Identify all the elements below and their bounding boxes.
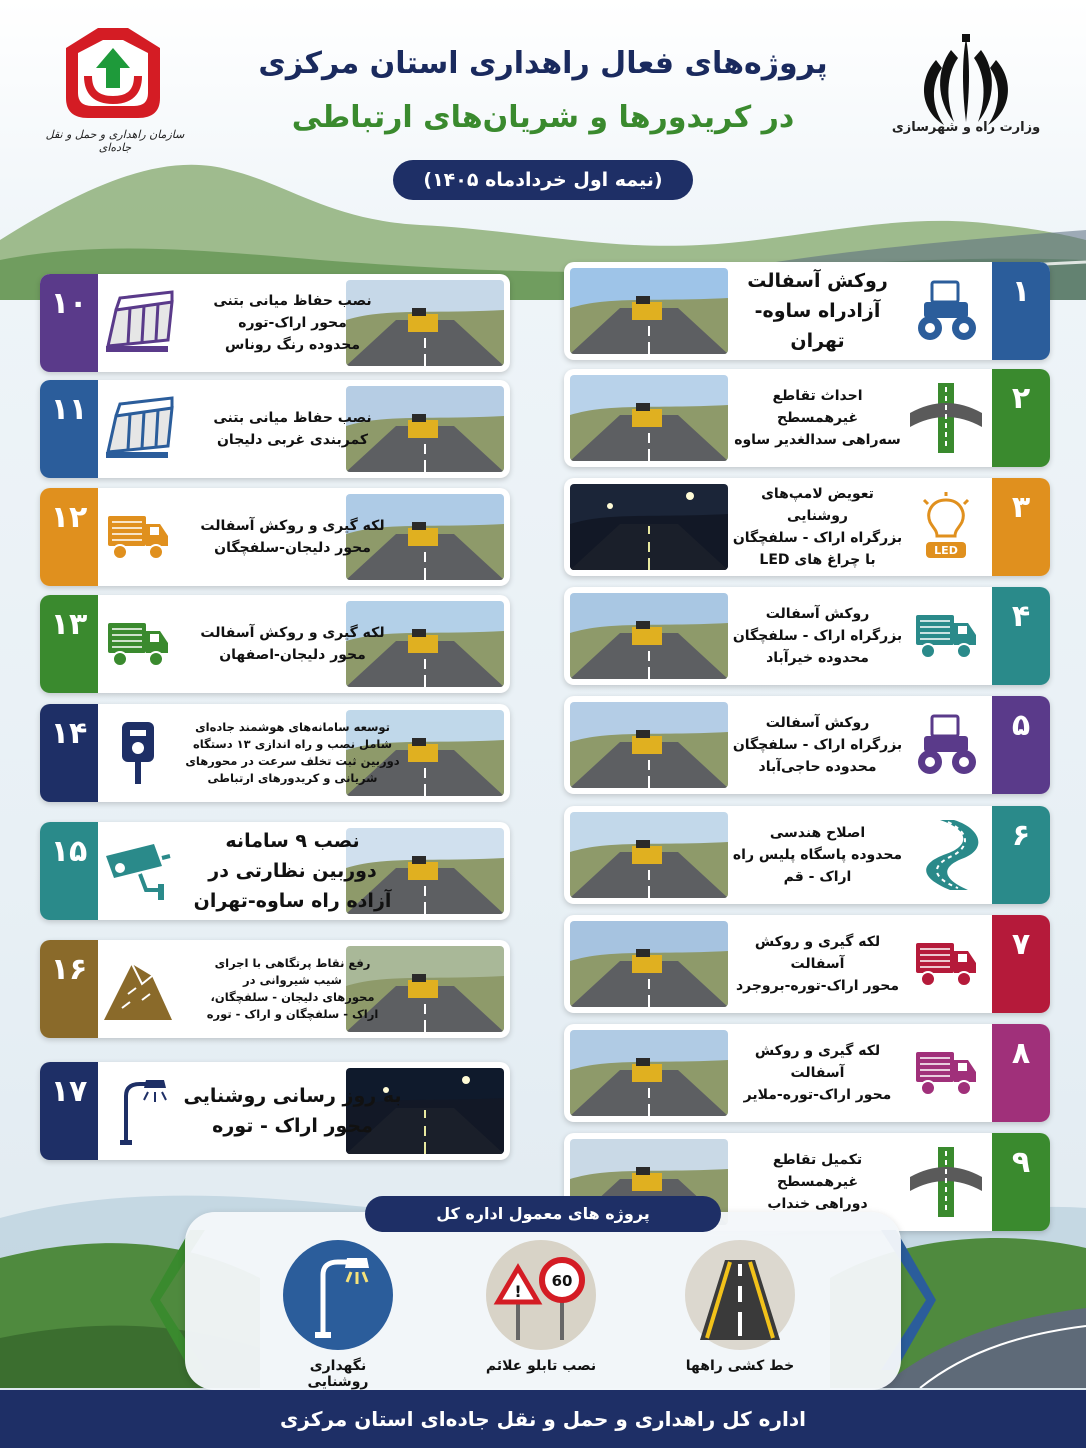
project-description-line: سه‌راهی سدالغدیر ساوه xyxy=(734,432,901,448)
project-description-line: بزرگراه اراک - سلفچگان xyxy=(732,530,903,546)
road-lines-icon xyxy=(685,1240,795,1350)
routine-projects-heading: پروژه های معمول اداره کل xyxy=(365,1196,721,1232)
street-lamp-icon xyxy=(102,1076,174,1146)
project-description-line: محدوده پاسگاه پلیس راه xyxy=(732,847,903,863)
project-description xyxy=(730,262,905,360)
speed-camera-icon xyxy=(102,718,174,788)
project-number: ۱۲ xyxy=(40,488,98,586)
project-description-line: محدوده حاجی‌آباد xyxy=(758,759,877,775)
project-description-line: محور اراک-توره xyxy=(238,315,347,331)
project-card xyxy=(40,274,510,372)
project-card xyxy=(40,380,510,478)
project-description xyxy=(180,822,405,920)
project-description-line: آزادراه ساوه-تهران xyxy=(754,300,881,352)
led-bulb-icon xyxy=(910,492,982,562)
project-number: ۱۴ xyxy=(40,704,98,802)
project-number: ۸ xyxy=(992,1024,1050,1122)
street-lamp-icon xyxy=(283,1240,393,1350)
project-card xyxy=(564,369,1050,467)
project-description xyxy=(180,488,405,586)
page-title: پروژه‌های فعال راهداری استان مرکزی xyxy=(258,46,828,81)
project-number: ۱ xyxy=(992,262,1050,360)
project-photo xyxy=(570,593,728,679)
project-description-line: روکش آسفالت xyxy=(765,715,870,731)
project-description xyxy=(730,806,905,904)
project-description-line: روکش آسفالت xyxy=(747,270,888,292)
footer: اداره کل راهداری و حمل و نقل جاده‌ای استان مرکزی xyxy=(0,1390,1086,1448)
project-description-line: نصب ۹ سامانه xyxy=(225,830,360,852)
project-number: ۱۷ xyxy=(40,1062,98,1160)
project-photo xyxy=(570,375,728,461)
interchange-icon xyxy=(910,1147,982,1217)
road-roller-icon xyxy=(910,276,982,346)
org-caption: سازمان راهداری و حمل و نقل جاده‌ای xyxy=(45,128,185,154)
project-description-line: بزرگراه اراک - سلفچگان xyxy=(732,737,903,753)
project-photo xyxy=(570,484,728,570)
asphalt-truck-icon xyxy=(910,1038,982,1108)
road-roller-icon xyxy=(910,710,982,780)
winding-road-icon xyxy=(910,820,982,890)
asphalt-truck-icon xyxy=(102,502,174,572)
project-description-line: لکه گیری و روکش آسفالت xyxy=(754,934,881,972)
project-photo xyxy=(570,268,728,354)
concrete-barrier-icon xyxy=(102,288,174,358)
project-number: ۱۶ xyxy=(40,940,98,1038)
project-description-line: لکه گیری و روکش آسفالت xyxy=(754,1043,881,1081)
project-description-line: روکش آسفالت xyxy=(765,606,870,622)
project-description-line: شیب شیروانی در xyxy=(243,973,342,987)
routine-item-label: نصب تابلو علائم xyxy=(485,1358,597,1374)
svg-text:!: ! xyxy=(514,1282,522,1301)
project-photo xyxy=(570,1030,728,1116)
project-card xyxy=(564,478,1050,576)
routine-item-signs xyxy=(481,1240,601,1374)
project-description xyxy=(180,380,405,478)
project-description-line: شریانی و کریدورهای ارتباطی xyxy=(207,771,378,785)
project-description-line: آزاده راه ساوه-تهران xyxy=(193,890,392,912)
project-description-line: تعویض لامپ‌های روشنایی xyxy=(761,486,874,524)
slope-mountain-icon xyxy=(102,954,174,1024)
project-card xyxy=(40,595,510,693)
project-card xyxy=(564,696,1050,794)
project-card xyxy=(564,1024,1050,1122)
project-description-line: بزرگراه اراک - سلفچگان xyxy=(732,628,903,644)
project-description-line: نصب حفاظ میانی بتنی xyxy=(213,293,372,309)
project-description-line: محور اراک-توره-بروجرد xyxy=(735,978,900,994)
date-badge: (نیمه اول خردادماه ۱۴۰۵) xyxy=(393,160,693,200)
project-card xyxy=(564,915,1050,1013)
project-card xyxy=(564,806,1050,904)
project-description-line: دوراهی خنداب xyxy=(767,1196,868,1212)
project-description-line: شامل نصب و راه اندازی ۱۳ دستگاه xyxy=(192,737,393,751)
project-description-line: محور دلیجان-اصفهان xyxy=(219,647,366,663)
project-number: ۲ xyxy=(992,369,1050,467)
project-photo xyxy=(570,702,728,788)
routine-item-road-marking xyxy=(680,1240,800,1374)
project-description-line: رفع نقاط پرتگاهی با اجرای xyxy=(214,956,371,970)
project-number: ۷ xyxy=(992,915,1050,1013)
project-number: ۱۱ xyxy=(40,380,98,478)
project-card xyxy=(40,822,510,920)
concrete-barrier-icon xyxy=(102,394,174,464)
project-description xyxy=(730,369,905,467)
project-card xyxy=(564,262,1050,360)
project-description-line: محور اراک-توره-ملایر xyxy=(743,1087,892,1103)
project-description xyxy=(180,940,405,1038)
project-photo xyxy=(570,812,728,898)
project-description-line: نصب حفاظ میانی بتنی xyxy=(213,410,372,426)
project-card xyxy=(564,587,1050,685)
project-description-line: اراک - سلفچگان و اراک - توره xyxy=(206,1007,379,1021)
project-description xyxy=(180,1062,405,1160)
project-card xyxy=(40,488,510,586)
project-description-line: کمربندی غربی دلیجان xyxy=(216,432,369,448)
project-description-line: به روز رسانی روشنایی xyxy=(183,1085,402,1107)
project-description-line: با چراغ های LED xyxy=(759,552,876,568)
project-number: ۱۳ xyxy=(40,595,98,693)
svg-text:LED: LED xyxy=(934,544,958,557)
routine-item-label: نگهداری روشنایی xyxy=(307,1358,369,1390)
project-number: ۳ xyxy=(992,478,1050,576)
project-number: ۴ xyxy=(992,587,1050,685)
project-description xyxy=(180,704,405,802)
project-description-line: احداث تقاطع غیرهمسطح xyxy=(772,388,863,426)
header xyxy=(0,0,1086,220)
routine-item-lighting xyxy=(278,1240,398,1390)
project-description-line: لکه گیری و روکش آسفالت xyxy=(200,625,385,641)
project-description-line: محدوده رنگ روناس xyxy=(225,337,360,353)
project-description-line: محورهای دلیجان - سلفچگان، xyxy=(210,990,375,1004)
project-description-line: اراک - قم xyxy=(783,869,852,885)
asphalt-truck-icon xyxy=(102,609,174,679)
interchange-icon xyxy=(910,383,982,453)
project-description-line: تکمیل تقاطع غیرهمسطح xyxy=(772,1152,863,1190)
cctv-camera-icon xyxy=(102,836,174,906)
speed-limit-text: 60 xyxy=(551,1272,573,1290)
project-description-line: محور اراک - توره xyxy=(212,1115,373,1137)
asphalt-truck-icon xyxy=(910,601,982,671)
ministry-caption: وزارت راه و شهرسازی xyxy=(891,120,1041,135)
project-description-line: توسعه سامانه‌های هوشمند جاده‌ای xyxy=(195,720,390,734)
project-card xyxy=(40,1062,510,1160)
project-photo xyxy=(570,921,728,1007)
project-number: ۵ xyxy=(992,696,1050,794)
project-description xyxy=(180,274,405,372)
project-number: ۹ xyxy=(992,1133,1050,1231)
project-description-line: اصلاح هندسی xyxy=(769,825,866,841)
project-number: ۱۰ xyxy=(40,274,98,372)
project-description-line: دوربین نظارتی در xyxy=(208,860,377,882)
project-description xyxy=(730,915,905,1013)
asphalt-truck-icon xyxy=(910,929,982,999)
project-description-line: محدوده خیرآباد xyxy=(766,650,869,666)
project-description-line: لکه گیری و روکش آسفالت xyxy=(200,518,385,534)
routine-item-label: خط کشی راهها xyxy=(685,1358,795,1374)
project-description xyxy=(730,1024,905,1122)
project-card xyxy=(40,940,510,1038)
project-description-line: محور دلیجان-سلفچگان xyxy=(214,540,371,556)
project-number: ۱۵ xyxy=(40,822,98,920)
project-description xyxy=(730,587,905,685)
rmto-logo-icon xyxy=(58,18,168,128)
project-card xyxy=(40,704,510,802)
project-description xyxy=(730,478,905,576)
project-description-line: دوربین ثبت تخلف سرعت در محورهای xyxy=(185,754,400,768)
page-subtitle: در کریدورها و شریان‌های ارتباطی xyxy=(291,100,795,135)
project-number: ۶ xyxy=(992,806,1050,904)
traffic-signs-icon xyxy=(486,1240,596,1350)
project-description xyxy=(180,595,405,693)
project-description xyxy=(730,696,905,794)
